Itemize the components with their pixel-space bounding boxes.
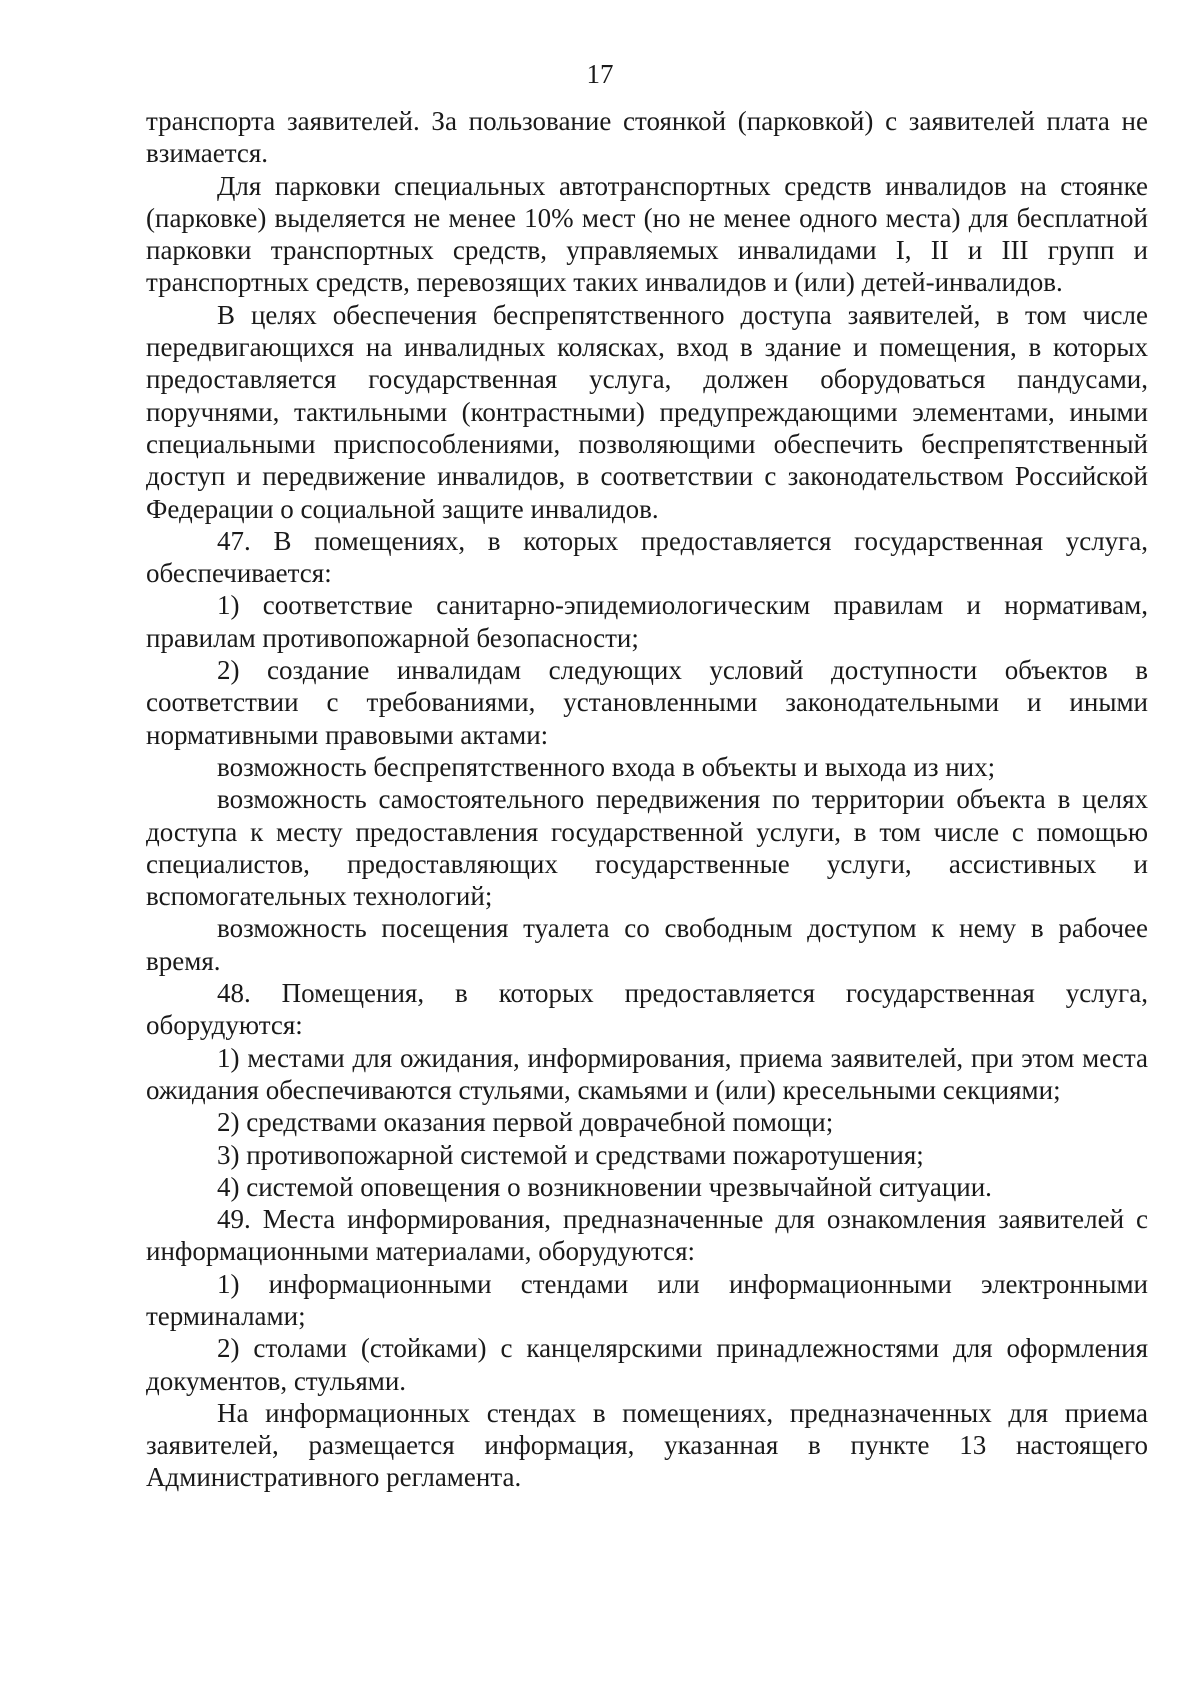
clause-47-item-2: 2) создание инвалидам следующих условий доступности объектов в соответствии с требованиями, установленными законодательными и иными нормативными правовыми актами: <box>146 655 1148 750</box>
page-number: 17 <box>586 59 614 89</box>
paragraph-barrier-free-access: В целях обеспечения беспрепятственного доступа заявителей, в том числе передвигающихся на инвалидных колясках, вход в здание и помещения, в которых предоставляется государственная услуга, должен оборудоваться пандусами, поручнями, тактильными (контрастными) предупреждающими элементами, иными специальными приспособлениями, позволяющими обеспечить беспрепятственный доступ и передвижение инвалидов, в соответствии с законодательством Российской Федерации о социальной защите инвалидов. <box>146 299 1148 524</box>
clause-49-item-2: 2) столами (стойками) с канцелярскими принадлежностями для оформления документов, стульями. <box>146 1333 1148 1396</box>
clause-47-entrance-access: возможность беспрепятственного входа в объекты и выхода из них; <box>217 751 996 782</box>
clause-49-heading: 49. Места информирования, предназначенные для ознакомления заявителей с информационными материалами, оборудуются: <box>146 1204 1148 1267</box>
clause-47-heading: 47. В помещениях, в которых предоставляется государственная услуга, обеспечивается: <box>146 525 1148 589</box>
document-body <box>146 105 1148 1494</box>
paragraph-disabled-parking: Для парковки специальных автотранспортных средств инвалидов на стоянке (парковке) выделяется не менее 10% мест (но не менее одного места) для бесплатной парковки транспортных средств, управляемых инвалидами I, II и III групп и транспортных средств, перевозящих таких инвалидов и (или) детей-инвалидов. <box>146 170 1148 298</box>
paragraph-parking-fee: транспорта заявителей. За пользование стоянкой (парковкой) с заявителей плата не взимается. <box>146 106 1148 169</box>
paragraph-information-stands: На информационных стендах в помещениях, предназначенных для приема заявителей, размещается информация, указанная в пункте 13 настоящего Административного регламента. <box>146 1397 1148 1493</box>
clause-48-item-4: 4) системой оповещения о возникновении чрезвычайной ситуации. <box>217 1171 992 1202</box>
clause-47-item-1: 1) соответствие санитарно-эпидемиологическим правилам и нормативам, правилам противопожарной безопасности; <box>146 590 1148 653</box>
clause-47-toilet-access: возможность посещения туалета со свободным доступом к нему в рабочее время. <box>146 913 1148 976</box>
clause-49-item-1: 1) информационными стендами или информационными электронными терминалами; <box>146 1268 1148 1331</box>
clause-48-item-3: 3) противопожарной системой и средствами пожаротушения; <box>217 1139 924 1170</box>
clause-47-movement-access: возможность самостоятельного передвижения по территории объекта в целях доступа к месту предоставления государственной услуги, в том числе с помощью специалистов, предоставляющих государственные услуги, ассистивных и вспомогательных технологий; <box>146 784 1148 912</box>
clause-48-item-2: 2) средствами оказания первой доврачебной помощи; <box>217 1107 834 1138</box>
clause-48-item-1: 1) местами для ожидания, информирования, приема заявителей, при этом места ожидания обеспечиваются стульями, скамьями и (или) кресельными секциями; <box>146 1042 1148 1105</box>
clause-48-heading: 48. Помещения, в которых предоставляется государственная услуга, оборудуются: <box>146 978 1148 1041</box>
